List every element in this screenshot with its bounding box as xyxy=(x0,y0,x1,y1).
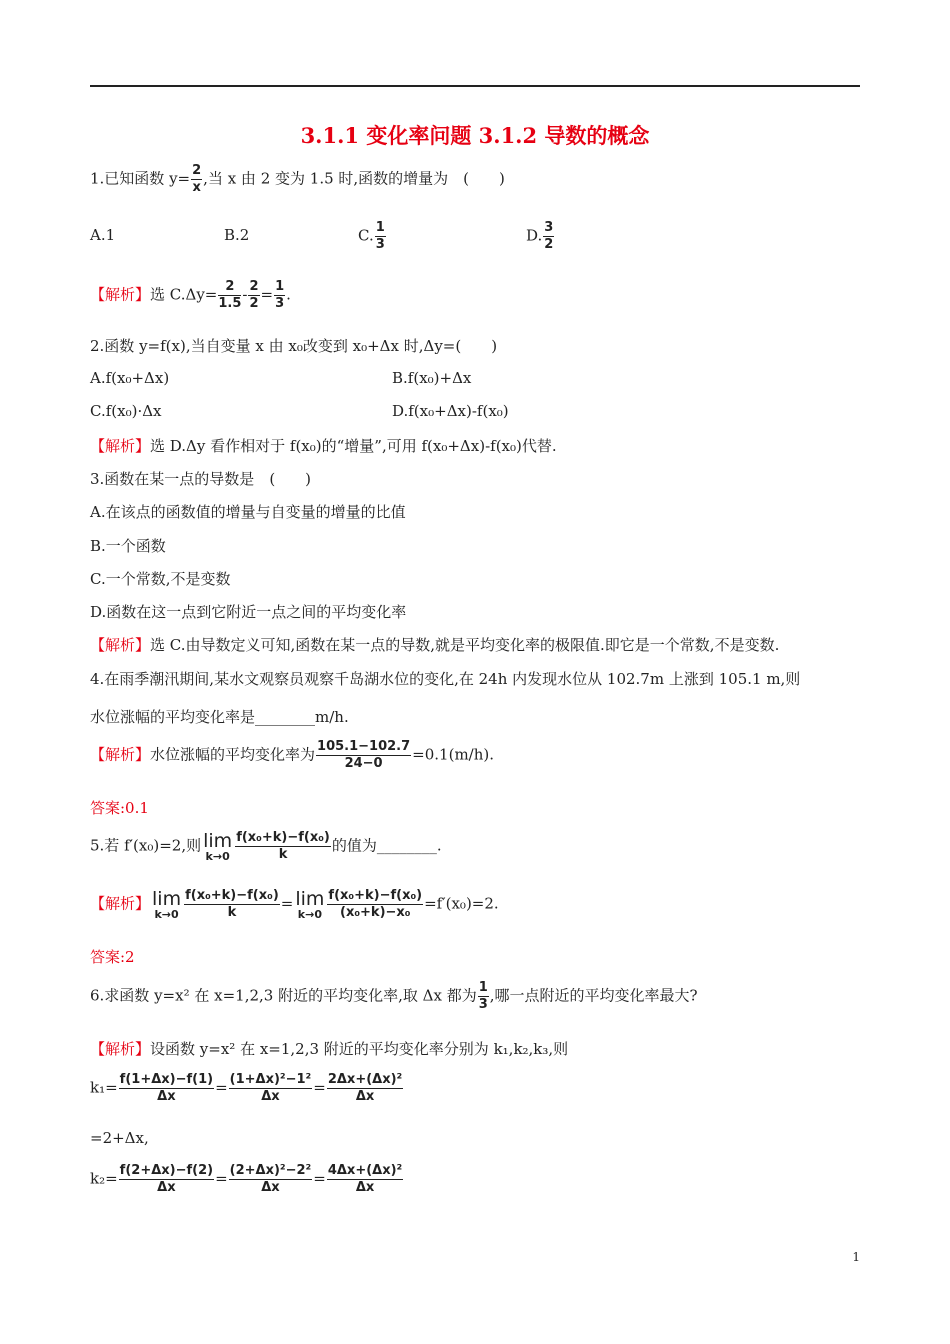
q4-solution xyxy=(90,739,494,772)
q5-stem-a: 5.若 f′(x₀)=2,则 xyxy=(90,836,202,855)
q1-stem-a: 1.已知函数 y= xyxy=(90,169,191,188)
frac-den: Δx xyxy=(157,1180,176,1195)
lim-symbol: lim xyxy=(203,829,233,852)
q2-option-d: D.f(x₀+Δx)-f(x₀) xyxy=(392,402,509,420)
k1-frac2 xyxy=(229,1072,313,1105)
frac-num: 2 xyxy=(192,163,202,178)
frac-den: 3 xyxy=(375,237,385,252)
q4-solution-b: =0.1(m/h). xyxy=(412,745,495,764)
frac-num: 1 xyxy=(375,220,385,235)
lim-subscript: k→0 xyxy=(297,907,322,921)
equals-sign: = xyxy=(280,894,294,913)
q5-solution-end: =f′(x₀)=2. xyxy=(424,894,499,913)
frac-den: Δx xyxy=(355,1089,375,1104)
frac-num: f(x₀+k)−f(x₀) xyxy=(328,888,423,903)
header-rule xyxy=(90,85,860,87)
frac-num: 2 xyxy=(218,279,241,296)
q6-stem-a: 6.求函数 y=x² 在 x=1,2,3 附近的平均变化率,取 Δx 都为 xyxy=(90,986,477,1005)
q1-sol-frac3 xyxy=(274,279,285,312)
q2-option-a: A.f(x₀+Δx) xyxy=(90,369,170,387)
frac-num: 1 xyxy=(478,980,488,995)
lim-symbol: lim xyxy=(152,887,182,910)
q3-option-b: B.一个函数 xyxy=(90,537,166,555)
frac-num: (2+Δx)²−2² xyxy=(229,1163,312,1178)
frac-num: f(1+Δx)−f(1) xyxy=(119,1072,214,1087)
q6-stem-b: ,哪一点附近的平均变化率最大? xyxy=(489,986,698,1005)
frac-den: 24−0 xyxy=(344,756,383,771)
q6-stem-fraction xyxy=(478,980,489,1013)
equals-sign: = xyxy=(313,1169,326,1188)
q1-option-b: B.2 xyxy=(224,226,250,244)
q1-option-d-fraction xyxy=(543,220,554,253)
q5-stem-fraction xyxy=(235,830,331,863)
frac-num: 1 xyxy=(275,279,285,294)
q2-solution-text: 选 D.Δy 看作相对于 f(x₀)的“增量”,可用 f(x₀+Δx)-f(x₀)代替. xyxy=(150,437,557,455)
q3-option-d: D.函数在这一点到它附近一点之间的平均变化率 xyxy=(90,603,407,621)
q3-option-c: C.一个常数,不是变数 xyxy=(90,570,231,588)
q5-sol-limit1 xyxy=(152,889,181,921)
q5-sol-frac1 xyxy=(184,888,280,921)
q5-stem xyxy=(90,830,442,863)
frac-den: 3 xyxy=(275,296,285,311)
solution-tag: 【解析】 xyxy=(90,1040,151,1058)
frac-den: 2 xyxy=(249,296,259,311)
frac-den: Δx xyxy=(157,1089,176,1104)
frac-den: x xyxy=(192,180,201,195)
frac-den: Δx xyxy=(261,1180,280,1195)
frac-den: k xyxy=(227,905,237,920)
frac-num: 2Δx+(Δx)² xyxy=(327,1072,403,1087)
solution-tag: 【解析】 xyxy=(90,285,151,304)
k2-frac3 xyxy=(327,1163,403,1196)
k1-label: k₁= xyxy=(90,1078,118,1097)
q5-answer: 答案:2 xyxy=(90,948,135,966)
frac-num: (1+Δx)²−1² xyxy=(229,1072,312,1087)
equals-sign: = xyxy=(215,1078,228,1097)
q4-answer: 答案:0.1 xyxy=(90,799,149,817)
k2-frac2 xyxy=(229,1163,313,1196)
solution-tag: 【解析】 xyxy=(90,894,151,913)
lim-subscript: k→0 xyxy=(154,907,179,921)
k1-frac3 xyxy=(327,1072,403,1105)
q5-limit xyxy=(203,831,232,863)
q3-solution-text: 选 C.由导数定义可知,函数在某一点的导数,就是平均变化率的极限值.即它是一个常数,不是变数. xyxy=(150,636,780,654)
q4-stem-line2: 水位涨幅的平均变化率是________m/h. xyxy=(90,708,349,726)
frac-den: Δx xyxy=(355,1180,375,1195)
k2-frac1 xyxy=(119,1163,214,1196)
frac-num: 2 xyxy=(249,279,259,294)
q1-option-c-label: C. xyxy=(358,226,374,245)
q2-stem: 2.函数 y=f(x),当自变量 x 由 x₀改变到 x₀+Δx 时,Δy=( ) xyxy=(90,337,498,355)
q1-option-c-fraction xyxy=(375,220,386,253)
page-number: 1 xyxy=(852,1250,860,1264)
equals-sign: = xyxy=(260,285,274,304)
solution-tag: 【解析】 xyxy=(90,437,151,455)
solution-tag: 【解析】 xyxy=(90,636,151,654)
q2-option-b: B.f(x₀)+Δx xyxy=(392,369,472,387)
q1-option-a: A.1 xyxy=(90,226,116,244)
q1-option-c xyxy=(358,220,387,253)
frac-num: 4Δx+(Δx)² xyxy=(327,1163,403,1178)
q1-stem-b: ,当 x 由 2 变为 1.5 时,函数的增量为 ( ) xyxy=(203,169,505,188)
q3-solution xyxy=(90,634,779,655)
q4-sol-fraction xyxy=(316,739,411,772)
q5-sol-frac2 xyxy=(327,888,423,921)
frac-den: (x₀+k)−x₀ xyxy=(340,905,411,920)
q1-option-d-label: D. xyxy=(526,226,543,245)
equals-sign: = xyxy=(313,1078,326,1097)
q5-solution xyxy=(90,888,499,921)
frac-num: 3 xyxy=(544,220,554,235)
frac-num: f(2+Δx)−f(2) xyxy=(119,1163,214,1178)
equals-sign: = xyxy=(215,1169,228,1188)
frac-num: 105.1−102.7 xyxy=(317,739,411,754)
k2-label: k₂= xyxy=(90,1169,118,1188)
q6-solution xyxy=(90,1038,568,1059)
frac-num: f(x₀+k)−f(x₀) xyxy=(185,888,279,903)
k1-frac1 xyxy=(119,1072,214,1105)
q4-solution-a: 水位涨幅的平均变化率为 xyxy=(150,745,316,764)
q2-solution xyxy=(90,435,557,456)
q1-option-d xyxy=(526,220,555,253)
lim-subscript: k→0 xyxy=(205,849,230,863)
q1-sol-frac1 xyxy=(218,279,241,312)
frac-den: 2 xyxy=(544,237,554,252)
lim-symbol: lim xyxy=(295,887,325,910)
k1-result: =2+Δx, xyxy=(90,1129,149,1147)
q1-solution xyxy=(90,279,291,312)
q1-sol-frac2 xyxy=(248,279,259,312)
q1-solution-a: 选 C.Δy= xyxy=(150,285,218,304)
frac-num: f(x₀+k)−f(x₀) xyxy=(236,830,330,845)
q3-stem: 3.函数在某一点的导数是 ( ) xyxy=(90,470,312,488)
frac-den: Δx xyxy=(261,1089,280,1104)
frac-den: 3 xyxy=(478,997,488,1012)
solution-tag: 【解析】 xyxy=(90,745,151,764)
q2-option-c: C.f(x₀)·Δx xyxy=(90,402,162,420)
frac-den: 1.5 xyxy=(218,296,242,311)
q3-option-a: A.在该点的函数值的增量与自变量的增量的比值 xyxy=(90,503,406,521)
q6-solution-text: 设函数 y=x² 在 x=1,2,3 附近的平均变化率分别为 k₁,k₂,k₃,则 xyxy=(150,1040,569,1058)
q6-k2-line xyxy=(90,1163,404,1196)
frac-den: k xyxy=(278,847,288,862)
q1-stem xyxy=(90,163,505,196)
minus-sign: - xyxy=(242,285,248,304)
q1-stem-fraction xyxy=(191,163,202,196)
page-title: 3.1.1 变化率问题 3.1.2 导数的概念 xyxy=(300,123,650,148)
q6-k1-line xyxy=(90,1072,404,1105)
q6-stem xyxy=(90,980,698,1013)
period: . xyxy=(286,285,291,304)
q5-sol-limit2 xyxy=(295,889,324,921)
q4-stem-line1: 4.在雨季潮汛期间,某水文观察员观察千岛湖水位的变化,在 24h 内发现水位从 102.7m 上涨到 105.1 m,则 xyxy=(90,670,801,688)
q5-stem-b: 的值为________. xyxy=(331,836,442,855)
